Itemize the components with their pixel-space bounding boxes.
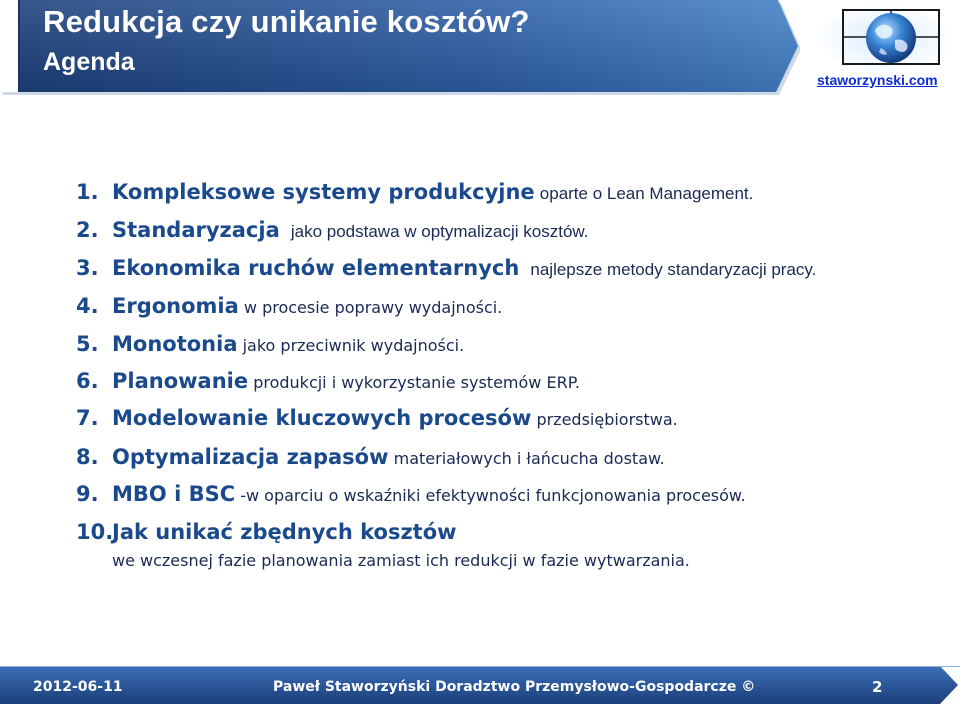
- item-number: 1.: [76, 180, 99, 204]
- item-heading: Modelowanie kluczowych procesów: [112, 406, 532, 430]
- item-heading: Ekonomika ruchów elementarnych: [112, 256, 520, 280]
- website-link[interactable]: staworzynski.com: [817, 72, 938, 88]
- item-number: 9.: [76, 482, 99, 506]
- item-description: przedsiębiorstwa.: [536, 410, 678, 429]
- item-number: 10.: [76, 520, 114, 544]
- item-number: 3.: [76, 256, 99, 280]
- item-heading: MBO i BSC: [112, 482, 236, 506]
- item-heading: Planowanie: [112, 369, 249, 393]
- footer-author: Paweł Staworzyński Doradztwo Przemysłowo-Gospodarcze ©: [273, 679, 756, 695]
- item-number: 7.: [76, 406, 99, 430]
- item-heading: Kompleksowe systemy produkcyjne: [112, 180, 535, 204]
- agenda-item: [76, 482, 746, 506]
- item-heading: Jak unikać zbędnych kosztów: [112, 520, 457, 544]
- agenda-item: [76, 406, 678, 430]
- item-number: 6.: [76, 369, 99, 393]
- agenda-item: [76, 218, 588, 242]
- item-heading: Monotonia: [112, 332, 238, 356]
- item-heading: Optymalizacja zapasów: [112, 445, 389, 469]
- item-description: -w oparciu o wskaźniki efektywności funkcjonowania procesów.: [240, 486, 746, 505]
- globe-logo-icon: [815, 4, 955, 74]
- agenda-item: [76, 332, 464, 356]
- agenda-item: [76, 256, 816, 280]
- item-description: jako podstawa w optymalizacji kosztów.: [290, 222, 589, 241]
- item-description: produkcji i wykorzystanie systemów ERP.: [253, 373, 580, 392]
- item-description: oparte o Lean Management.: [539, 184, 754, 203]
- page-title: Redukcja czy unikanie kosztów?: [43, 4, 530, 39]
- agenda-item: [76, 445, 665, 469]
- item-number: 4.: [76, 294, 99, 318]
- item-description: we wczesnej fazie planowania zamiast ich redukcji w fazie wytwarzania.: [112, 551, 690, 570]
- item-number: 2.: [76, 218, 99, 242]
- item-number: 8.: [76, 445, 99, 469]
- page-subtitle: Agenda: [43, 48, 135, 76]
- item-heading: Ergonomia: [112, 294, 239, 318]
- page-number: 2: [872, 678, 883, 696]
- agenda-item: [76, 180, 753, 204]
- item-heading: Standaryzacja: [112, 218, 280, 242]
- agenda-item: [76, 520, 457, 544]
- agenda-item: [76, 369, 580, 393]
- item-description: materiałowych i łańcucha dostaw.: [393, 449, 665, 468]
- item-number: 5.: [76, 332, 99, 356]
- item-description: w procesie poprawy wydajności.: [243, 298, 503, 317]
- footer-date: 2012-06-11: [33, 679, 123, 695]
- item-description: jako przeciwnik wydajności.: [242, 336, 465, 355]
- agenda-item: [76, 294, 502, 318]
- item-description: najlepsze metody standaryzacji pracy.: [530, 260, 817, 279]
